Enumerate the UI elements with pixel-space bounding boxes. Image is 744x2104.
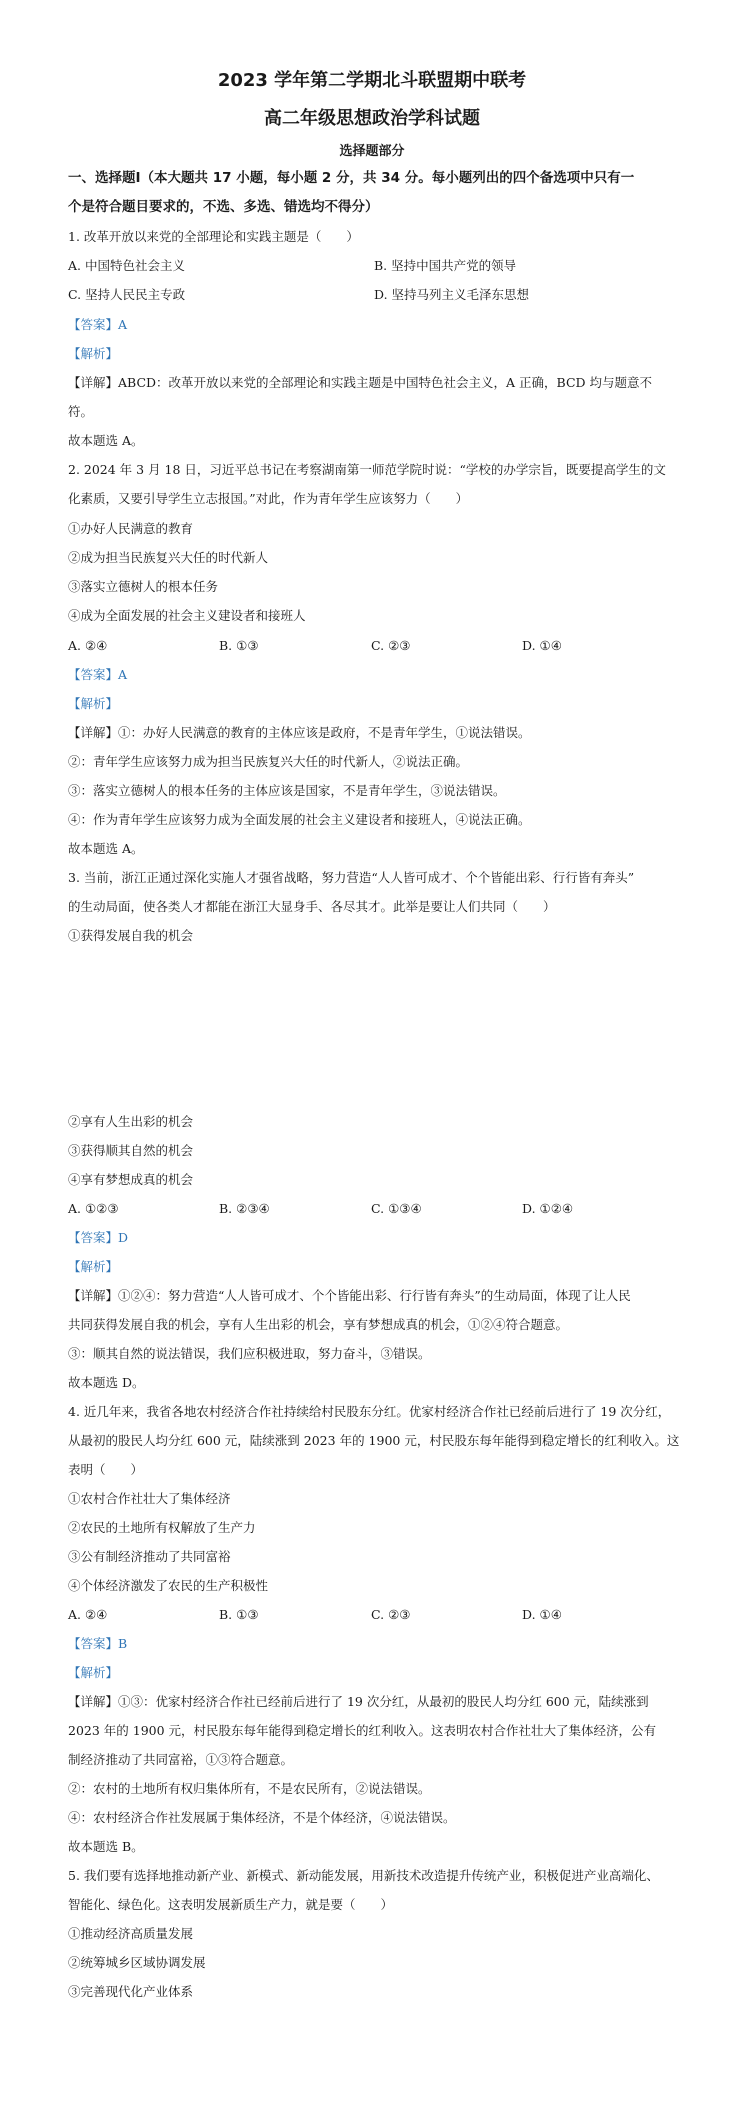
q4-analysis-label: 【解析】 bbox=[68, 1665, 119, 1680]
q5-item-2: ②统筹城乡区域协调发展 bbox=[68, 1955, 206, 1970]
q4-stem-line2: 从最初的股民人均分红 600 元，陆续涨到 2023 年的 1900 元，村民股东每年能得到稳定增长的红利收入。这 bbox=[68, 1433, 680, 1448]
q4-detail-line3: 制经济推动了共同富裕，①③符合题意。 bbox=[68, 1752, 294, 1767]
q2-detail-line4: ④：作为青年学生应该努力成为全面发展的社会主义建设者和接班人，④说法正确。 bbox=[68, 812, 531, 827]
q3-item-1: ①获得发展自我的机会 bbox=[68, 928, 194, 943]
q5-stem-line2: 智能化、绿色化。这表明发展新质生产力，就是要（ ） bbox=[68, 1897, 394, 1912]
q2-item-3: ③落实立德树人的根本任务 bbox=[68, 579, 219, 594]
q1-option-b: B. 坚持中国共产党的领导 bbox=[374, 258, 517, 273]
q2-option-b: B. ①③ bbox=[219, 638, 259, 653]
q4-stem-line1: 4. 近几年来，我省各地农村经济合作社持续给村民股东分红。优家村经济合作社已经前后进行了 19 次分红， bbox=[68, 1404, 671, 1419]
q4-item-3: ③公有制经济推动了共同富裕 bbox=[68, 1549, 231, 1564]
q1-conclusion: 故本题选 A。 bbox=[68, 433, 144, 448]
q3-detail-line3: ③：顺其自然的说法错误，我们应积极进取，努力奋斗，③错误。 bbox=[68, 1346, 431, 1361]
q2-item-2: ②成为担当民族复兴大任的时代新人 bbox=[68, 550, 269, 565]
q4-answer: 【答案】B bbox=[68, 1636, 128, 1651]
q2-stem-line1: 2. 2024 年 3 月 18 日，习近平总书记在考察湖南第一师范学院时说：“学校的办学宗旨，既要提高学生的文 bbox=[68, 462, 666, 477]
exam-subtitle: 高二年级思想政治学科试题 bbox=[264, 108, 480, 129]
q1-option-a: A. 中国特色社会主义 bbox=[68, 258, 185, 273]
q3-detail-line1: 【详解】①②④：努力营造“人人皆可成才、个个皆能出彩、行行皆有奔头”的生动局面，体现了让人民 bbox=[68, 1288, 631, 1303]
q1-answer: 【答案】A bbox=[68, 317, 128, 332]
q5-item-3: ③完善现代化产业体系 bbox=[68, 1984, 194, 1999]
q4-option-b: B. ①③ bbox=[219, 1607, 259, 1622]
q2-item-4: ④成为全面发展的社会主义建设者和接班人 bbox=[68, 608, 306, 623]
q2-analysis-label: 【解析】 bbox=[68, 696, 119, 711]
exam-title: 2023 学年第二学期北斗联盟期中联考 bbox=[217, 70, 527, 91]
q3-analysis-label: 【解析】 bbox=[68, 1259, 119, 1274]
q4-detail-line4: ②：农村的土地所有权归集体所有，不是农民所有，②说法错误。 bbox=[68, 1781, 431, 1796]
q2-answer: 【答案】A bbox=[68, 667, 128, 682]
q3-item-2: ②享有人生出彩的机会 bbox=[68, 1114, 194, 1129]
q5-stem-line1: 5. 我们要有选择地推动新产业、新模式、新动能发展，用新技术改造提升传统产业，积极促进产业高端化、 bbox=[68, 1868, 659, 1883]
q2-item-1: ①办好人民满意的教育 bbox=[68, 521, 194, 536]
q4-option-d: D. ①④ bbox=[522, 1607, 562, 1622]
q4-item-4: ④个体经济激发了农民的生产积极性 bbox=[68, 1578, 269, 1593]
q3-item-3: ③获得顺其自然的机会 bbox=[68, 1143, 194, 1158]
q1-detail-line1: 【详解】ABCD：改革开放以来党的全部理论和实践主题是中国特色社会主义，A 正确，BCD 均与题意不 bbox=[68, 375, 653, 390]
q1-analysis-label: 【解析】 bbox=[68, 346, 119, 361]
section-heading-line1: 一、选择题Ⅰ（本大题共 17 小题，每小题 2 分，共 34 分。每小题列出的四个备选项中只有一 bbox=[68, 170, 635, 186]
q3-stem-line1: 3. 当前，浙江正通过深化实施人才强省战略，努力营造“人人皆可成才、个个皆能出彩、行行皆有奔头” bbox=[68, 870, 635, 885]
q1-option-c: C. 坚持人民民主专政 bbox=[68, 287, 186, 302]
q2-detail-line1: 【详解】①：办好人民满意的教育的主体应该是政府，不是青年学生，①说法错误。 bbox=[68, 725, 531, 740]
q2-stem-line2: 化素质，又要引导学生立志报国。”对此，作为青年学生应该努力（ ） bbox=[68, 491, 469, 506]
q3-answer: 【答案】D bbox=[68, 1230, 129, 1245]
q2-detail-line3: ③：落实立德树人的根本任务的主体应该是国家，不是青年学生，③说法错误。 bbox=[68, 783, 506, 798]
q4-conclusion: 故本题选 B。 bbox=[68, 1839, 144, 1854]
q3-option-d: D. ①②④ bbox=[522, 1201, 574, 1216]
q4-stem-line3: 表明（ ） bbox=[68, 1462, 144, 1477]
q4-option-a: A. ②④ bbox=[68, 1607, 108, 1622]
section-heading-line2: 个是符合题目要求的，不选、多选、错选均不得分） bbox=[68, 199, 379, 215]
q3-item-4: ④享有梦想成真的机会 bbox=[68, 1172, 194, 1187]
q3-option-a: A. ①②③ bbox=[68, 1201, 119, 1216]
q4-option-c: C. ②③ bbox=[371, 1607, 411, 1622]
q2-conclusion: 故本题选 A。 bbox=[68, 841, 144, 856]
q3-detail-line2: 共同获得发展自我的机会，享有人生出彩的机会，享有梦想成真的机会，①②④符合题意。 bbox=[68, 1317, 569, 1332]
q3-option-b: B. ②③④ bbox=[219, 1201, 270, 1216]
part-heading: 选择题部分 bbox=[339, 144, 405, 159]
q1-option-d: D. 坚持马列主义毛泽东思想 bbox=[374, 287, 530, 302]
q2-option-d: D. ①④ bbox=[522, 638, 562, 653]
q4-item-1: ①农村合作社壮大了集体经济 bbox=[68, 1491, 231, 1506]
q4-detail-line1: 【详解】①③：优家村经济合作社已经前后进行了 19 次分红，从最初的股民人均分红 600 元，陆续涨到 bbox=[68, 1694, 649, 1709]
q5-item-1: ①推动经济高质量发展 bbox=[68, 1926, 194, 1941]
q1-detail-line2: 符。 bbox=[68, 404, 94, 419]
q3-conclusion: 故本题选 D。 bbox=[68, 1375, 145, 1390]
q4-item-2: ②农民的土地所有权解放了生产力 bbox=[68, 1520, 256, 1535]
q3-stem-line2: 的生动局面，使各类人才都能在浙江大显身手、各尽其才。此举是要让人们共同（ ） bbox=[68, 899, 556, 914]
q3-option-c: C. ①③④ bbox=[371, 1201, 422, 1216]
q2-detail-line2: ②：青年学生应该努力成为担当民族复兴大任的时代新人，②说法正确。 bbox=[68, 754, 469, 769]
q4-detail-line2: 2023 年的 1900 元，村民股东每年能得到稳定增长的红利收入。这表明农村合作社壮大了集体经济，公有 bbox=[68, 1723, 657, 1738]
q1-stem: 1. 改革开放以来党的全部理论和实践主题是（ ） bbox=[68, 229, 359, 244]
q2-option-c: C. ②③ bbox=[371, 638, 411, 653]
q2-option-a: A. ②④ bbox=[68, 638, 108, 653]
q4-detail-line5: ④：农村经济合作社发展属于集体经济，不是个体经济，④说法错误。 bbox=[68, 1810, 456, 1825]
